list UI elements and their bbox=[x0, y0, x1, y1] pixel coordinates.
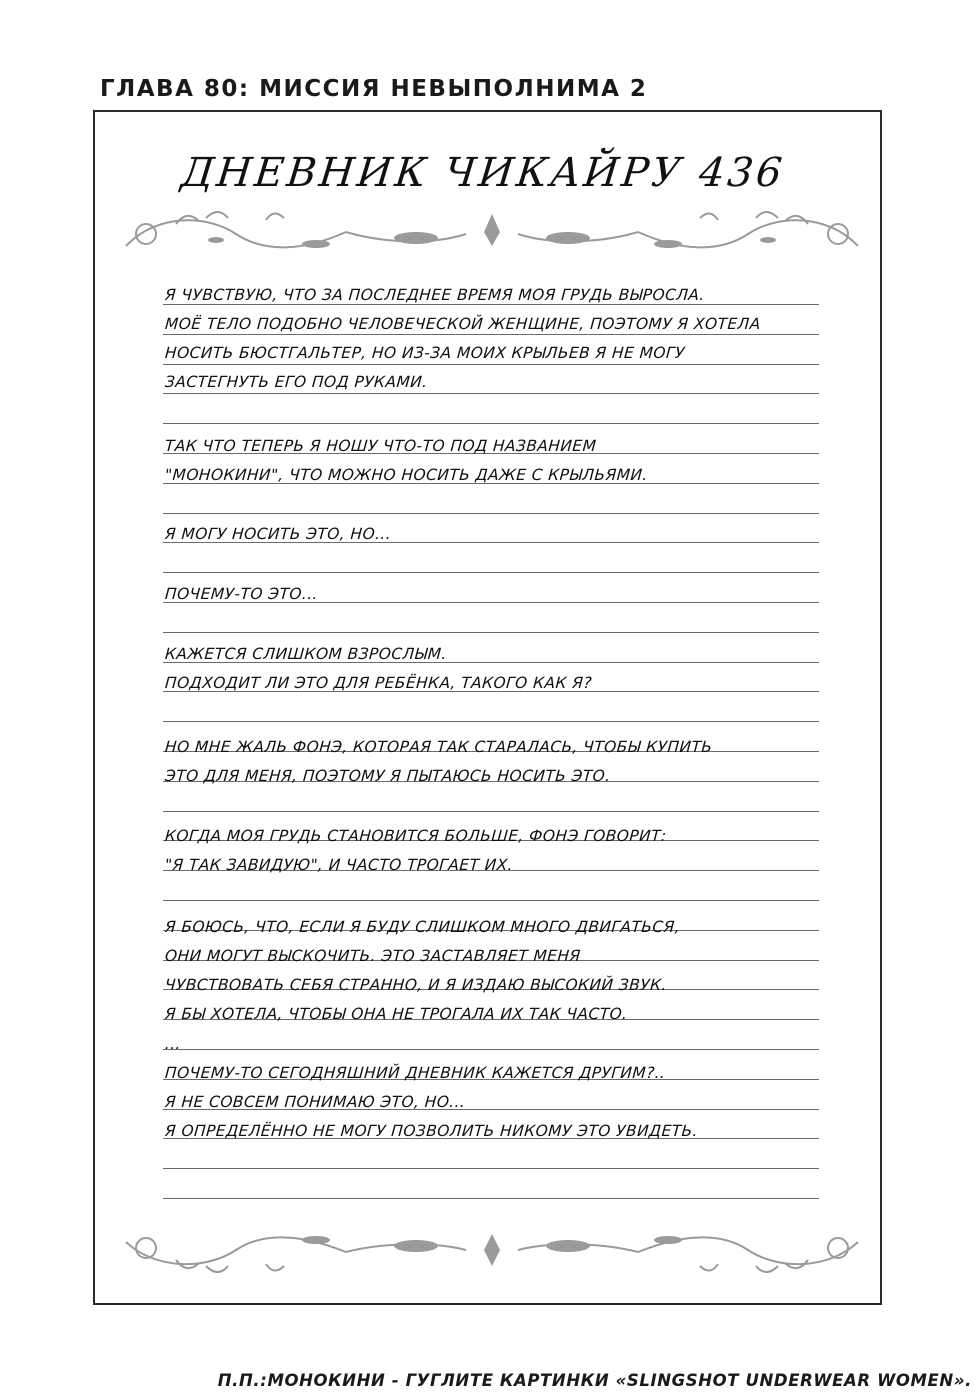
ruled-line bbox=[163, 423, 819, 424]
diary-line: КОГДА МОЯ ГРУДЬ СТАНОВИТСЯ БОЛЬШЕ, ФОНЭ ГОВОРИТ: bbox=[164, 827, 668, 845]
diary-line: ПОЧЕМУ-ТО ЭТО... bbox=[164, 585, 319, 603]
ruled-line bbox=[163, 304, 819, 305]
diary-line: ПОДХОДИТ ЛИ ЭТО ДЛЯ РЕБЁНКА, ТАКОГО КАК Я? bbox=[164, 674, 593, 692]
diary-line: КАЖЕТСЯ СЛИШКОМ ВЗРОСЛЫМ. bbox=[164, 645, 448, 663]
diary-line: Я ОПРЕДЕЛЁННО НЕ МОГУ ПОЗВОЛИТЬ НИКОМУ ЭТО УВИДЕТЬ. bbox=[164, 1122, 699, 1140]
ruled-line bbox=[163, 334, 819, 335]
ruled-line bbox=[163, 811, 819, 812]
diary-line: ... bbox=[164, 1035, 182, 1053]
diary-line: Я НЕ СОВСЕМ ПОНИМАЮ ЭТО, НО... bbox=[164, 1093, 467, 1111]
diary-line: Я ЧУВСТВУЮ, ЧТО ЗА ПОСЛЕДНЕЕ ВРЕМЯ МОЯ ГРУДЬ ВЫРОСЛА. bbox=[164, 286, 706, 304]
diary-line: ОНИ МОГУТ ВЫСКОЧИТЬ. ЭТО ЗАСТАВЛЯЕТ МЕНЯ bbox=[164, 947, 582, 965]
diary-line: НО МНЕ ЖАЛЬ ФОНЭ, КОТОРАЯ ТАК СТАРАЛАСЬ, ЧТОБЫ КУПИТЬ bbox=[164, 738, 714, 756]
ruled-line bbox=[163, 1168, 819, 1169]
ruled-line bbox=[163, 721, 819, 722]
diary-line: ПОЧЕМУ-ТО СЕГОДНЯШНИЙ ДНЕВНИК КАЖЕТСЯ ДРУГИМ?.. bbox=[164, 1064, 667, 1082]
diary-line: ЭТО ДЛЯ МЕНЯ, ПОЭТОМУ Я ПЫТАЮСЬ НОСИТЬ ЭТО. bbox=[164, 767, 612, 785]
ruled-line bbox=[163, 1198, 819, 1199]
chapter-heading: ГЛАВА 80: МИССИЯ НЕВЫПОЛНИМА 2 bbox=[100, 76, 648, 102]
diary-line: МОЁ ТЕЛО ПОДОБНО ЧЕЛОВЕЧЕСКОЙ ЖЕНЩИНЕ, ПОЭТОМУ Я ХОТЕЛА bbox=[164, 315, 762, 333]
bottom-floral-ornament bbox=[116, 1222, 868, 1278]
diary-line: Я МОГУ НОСИТЬ ЭТО, НО... bbox=[164, 525, 392, 543]
diary-line: "Я ТАК ЗАВИДУЮ", И ЧАСТО ТРОГАЕТ ИХ. bbox=[164, 856, 514, 874]
diary-line: НОСИТЬ БЮСТГАЛЬТЕР, НО ИЗ-ЗА МОИХ КРЫЛЬЕВ Я НЕ МОГУ bbox=[164, 344, 686, 362]
ruled-line bbox=[163, 572, 819, 573]
diary-line: "МОНОКИНИ", ЧТО МОЖНО НОСИТЬ ДАЖЕ С КРЫЛЬЯМИ. bbox=[164, 466, 649, 484]
ruled-line bbox=[163, 364, 819, 365]
top-floral-ornament bbox=[116, 204, 868, 260]
diary-line: ЗАСТЕГНУТЬ ЕГО ПОД РУКАМИ. bbox=[164, 373, 429, 391]
diary-line: ТАК ЧТО ТЕПЕРЬ Я НОШУ ЧТО-ТО ПОД НАЗВАНИЕМ bbox=[164, 437, 598, 455]
translator-footnote: П.П.:МОНОКИНИ - ГУГЛИТЕ КАРТИНКИ «SLINGSHOT UNDERWEAR WOMEN». bbox=[217, 1371, 972, 1390]
diary-line: Я БЫ ХОТЕЛА, ЧТОБЫ ОНА НЕ ТРОГАЛА ИХ ТАК ЧАСТО. bbox=[164, 1005, 629, 1023]
diary-line: ЧУВСТВОВАТЬ СЕБЯ СТРАННО, И Я ИЗДАЮ ВЫСОКИЙ ЗВУК. bbox=[164, 976, 668, 994]
ruled-line bbox=[163, 1049, 819, 1050]
ruled-line bbox=[163, 632, 819, 633]
ruled-line bbox=[163, 393, 819, 394]
ruled-line bbox=[163, 900, 819, 901]
diary-line: Я БОЮСЬ, ЧТО, ЕСЛИ Я БУДУ СЛИШКОМ МНОГО ДВИГАТЬСЯ, bbox=[164, 918, 681, 936]
ruled-line bbox=[163, 513, 819, 514]
diary-title: ДНЕВНИК ЧИКАЙРУ 436 bbox=[178, 150, 788, 196]
